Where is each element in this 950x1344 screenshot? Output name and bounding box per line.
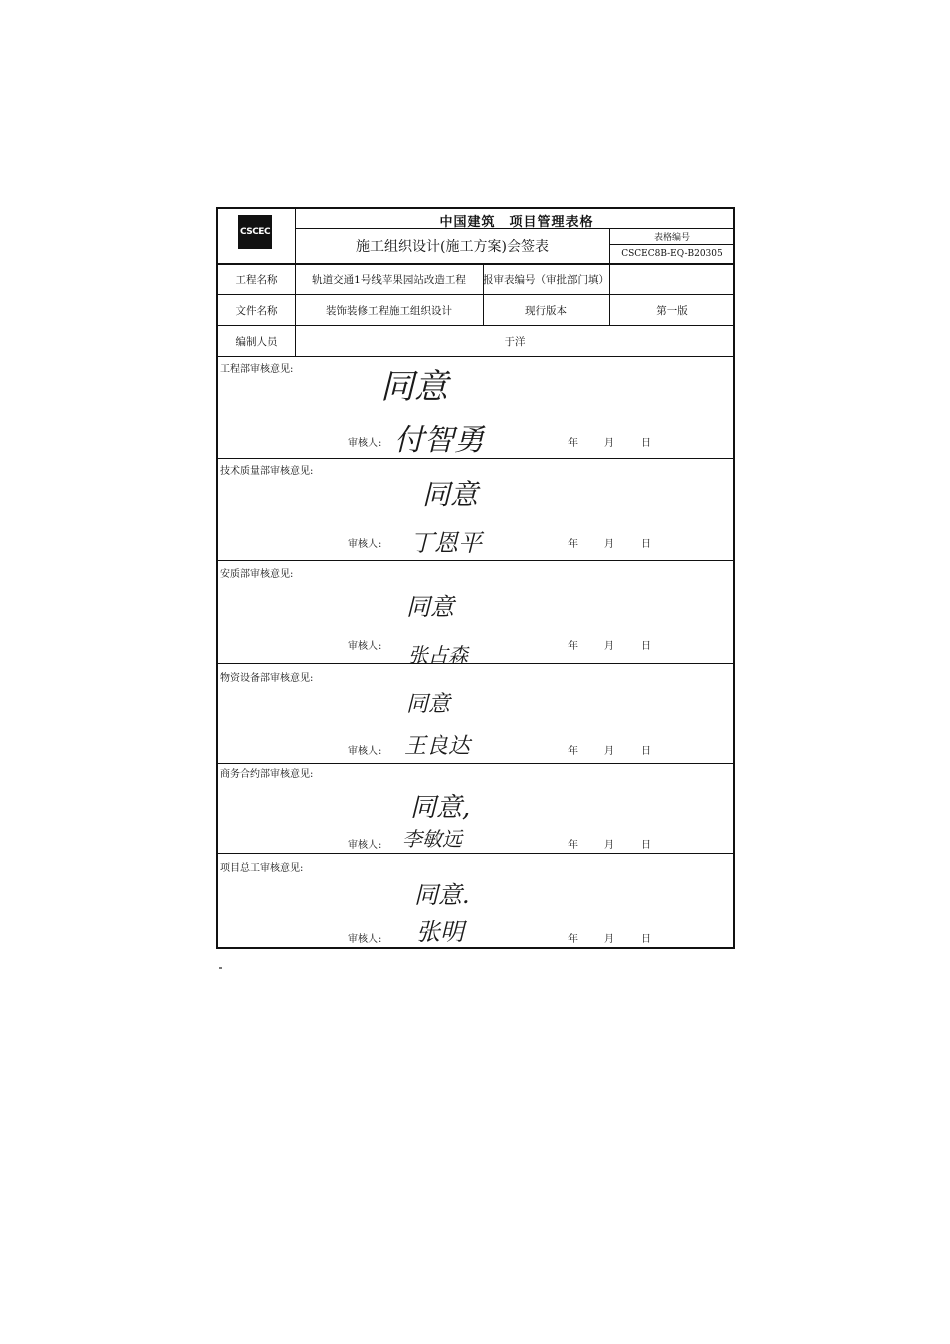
reviewer-label: 审核人: (348, 641, 382, 652)
divider (218, 356, 735, 357)
review-dept-label: 物资设备部审核意见: (220, 673, 314, 684)
review-opinion-handwritten: 同意, (410, 793, 471, 823)
cscec-logo: CSCEC (238, 215, 272, 249)
divider (295, 263, 296, 356)
reviewer-label: 审核人: (348, 840, 382, 851)
year-label: 年 (568, 746, 578, 757)
divider (483, 263, 484, 325)
author-label: 编制人员 (235, 335, 278, 348)
review-opinion-handwritten: 同意 (406, 593, 454, 621)
reviewer-label: 审核人: (348, 746, 382, 757)
form-number-label: 表格编号 (653, 233, 690, 243)
divider (218, 853, 735, 854)
reviewer-signature: 王良达 (404, 734, 471, 759)
review-dept-label: 技术质量部审核意见: (220, 466, 314, 477)
version-value: 第一版 (656, 304, 688, 317)
divider (609, 263, 610, 325)
reviewer-signature: 张明 (416, 918, 464, 946)
form-title: 施工组织设计(施工方案)会签表 (356, 239, 549, 255)
review-dept-label: 商务合约部审核意见: (220, 769, 314, 780)
project-name-value: 轨道交通1号线苹果园站改造工程 (312, 274, 466, 286)
reviewer-signature: 丁恩平 (410, 529, 482, 557)
scan-speck (219, 967, 222, 969)
divider (218, 663, 735, 664)
month-label: 月 (604, 934, 614, 945)
company-header: 中国建筑 项目管理表格 (439, 215, 594, 230)
day-label: 日 (641, 840, 651, 851)
report-number-value (609, 265, 735, 294)
reviewer-signature: 张占森 (408, 643, 468, 667)
year-label: 年 (568, 539, 578, 550)
month-label: 月 (604, 840, 614, 851)
year-label: 年 (568, 934, 578, 945)
document-name-label: 文件名称 (235, 304, 278, 317)
divider (218, 458, 735, 459)
month-label: 月 (604, 438, 614, 449)
review-opinion-handwritten: 同意. (414, 881, 470, 909)
month-label: 月 (604, 641, 614, 652)
reviewer-signature: 付智勇 (394, 423, 484, 458)
reviewer-label: 审核人: (348, 934, 382, 945)
review-dept-label: 工程部审核意见: (220, 364, 294, 375)
divider (295, 209, 296, 263)
report-number-label: 报审表编号（审批部门填） (483, 274, 609, 286)
month-label: 月 (604, 539, 614, 550)
author-value: 于洋 (504, 335, 526, 348)
reviewer-label: 审核人: (348, 438, 382, 449)
review-opinion-handwritten: 同意 (380, 367, 448, 407)
version-label: 现行版本 (525, 304, 567, 317)
day-label: 日 (641, 438, 651, 449)
divider (295, 228, 735, 229)
review-dept-label: 项目总工审核意见: (220, 863, 304, 874)
day-label: 日 (641, 539, 651, 550)
month-label: 月 (604, 746, 614, 757)
review-dept-label: 安质部审核意见: (220, 569, 294, 580)
year-label: 年 (568, 438, 578, 449)
divider (609, 228, 610, 263)
day-label: 日 (641, 641, 651, 652)
reviewer-signature: 李敏远 (402, 827, 462, 851)
reviewer-label: 审核人: (348, 539, 382, 550)
year-label: 年 (568, 840, 578, 851)
review-opinion-handwritten: 同意 (422, 478, 479, 511)
day-label: 日 (641, 746, 651, 757)
review-opinion-handwritten: 同意 (406, 692, 451, 717)
project-name-label: 工程名称 (235, 274, 278, 286)
divider (218, 560, 735, 561)
year-label: 年 (568, 641, 578, 652)
divider (218, 763, 735, 764)
document-name-value: 装饰装修工程施工组织设计 (326, 304, 452, 317)
divider (609, 244, 735, 245)
sign-off-form (216, 207, 735, 949)
day-label: 日 (641, 934, 651, 945)
form-number: CSCEC8B-EQ-B20305 (621, 248, 723, 259)
